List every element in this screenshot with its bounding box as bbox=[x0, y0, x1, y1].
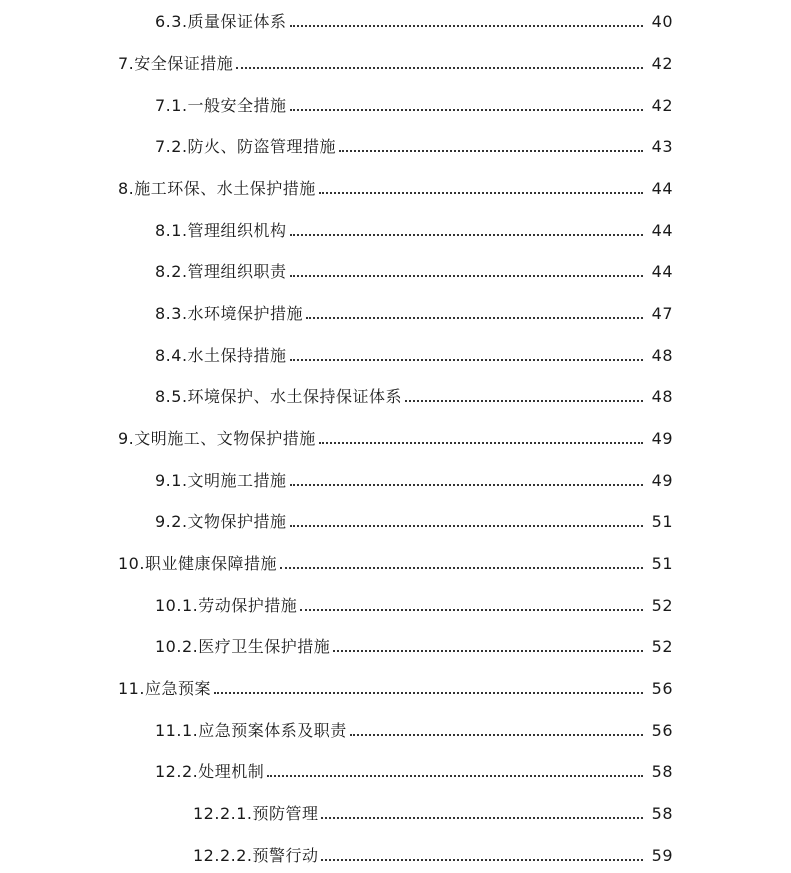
toc-entry-page: 51 bbox=[651, 554, 673, 573]
dot-leader bbox=[290, 274, 643, 277]
dot-leader bbox=[267, 774, 643, 777]
toc-entry[interactable] bbox=[155, 8, 673, 32]
toc-entry[interactable] bbox=[155, 467, 673, 491]
toc-entry-title: 9.1.文明施工措施 bbox=[155, 471, 287, 490]
toc-entry[interactable] bbox=[155, 92, 673, 116]
toc-entry[interactable] bbox=[118, 175, 673, 199]
dot-leader bbox=[300, 608, 643, 611]
toc-entry[interactable] bbox=[155, 217, 673, 241]
dot-leader bbox=[306, 316, 643, 319]
toc-entry-title: 9.文明施工、文物保护措施 bbox=[118, 429, 316, 448]
toc-entry-page: 59 bbox=[651, 846, 673, 865]
dot-leader bbox=[280, 566, 643, 569]
toc-entry-title: 6.3.质量保证体系 bbox=[155, 12, 287, 31]
toc-entry-page: 52 bbox=[651, 596, 673, 615]
toc-entry-title: 7.安全保证措施 bbox=[118, 54, 234, 73]
dot-leader bbox=[339, 149, 643, 152]
toc-entry-page: 44 bbox=[651, 179, 673, 198]
toc-entry[interactable] bbox=[155, 633, 673, 657]
toc-entry[interactable] bbox=[118, 675, 673, 699]
toc-entry-page: 58 bbox=[651, 762, 673, 781]
dot-leader bbox=[405, 399, 643, 402]
toc-entry[interactable] bbox=[155, 258, 673, 282]
toc-entry-page: 44 bbox=[651, 262, 673, 281]
dot-leader bbox=[290, 233, 643, 236]
toc-entry-page: 48 bbox=[651, 346, 673, 365]
toc-entry-page: 56 bbox=[651, 721, 673, 740]
toc-entry-page: 40 bbox=[651, 12, 673, 31]
toc-entry[interactable] bbox=[155, 508, 673, 532]
toc-entry[interactable] bbox=[193, 800, 673, 824]
toc-entry-page: 42 bbox=[651, 54, 673, 73]
dot-leader bbox=[290, 24, 643, 27]
toc-entry-title: 8.3.水环境保护措施 bbox=[155, 304, 304, 323]
dot-leader bbox=[319, 441, 643, 444]
toc-entry-title: 11.应急预案 bbox=[118, 679, 211, 698]
toc-entry[interactable] bbox=[155, 133, 673, 157]
dot-leader bbox=[333, 649, 643, 652]
dot-leader bbox=[350, 733, 643, 736]
toc-entry-title: 8.5.环境保护、水土保持保证体系 bbox=[155, 387, 403, 406]
toc-entry[interactable] bbox=[155, 717, 673, 741]
toc-entry-title: 12.2.1.预防管理 bbox=[193, 804, 319, 823]
toc-entry-page: 51 bbox=[651, 512, 673, 531]
toc-entry-title: 11.1.应急预案体系及职责 bbox=[155, 721, 347, 740]
toc-entry[interactable] bbox=[155, 383, 673, 407]
dot-leader bbox=[290, 483, 643, 486]
toc-entry-page: 52 bbox=[651, 637, 673, 656]
toc-entry-title: 7.1.一般安全措施 bbox=[155, 96, 287, 115]
toc-entry-page: 47 bbox=[651, 304, 673, 323]
toc-entry-title: 8.施工环保、水土保护措施 bbox=[118, 179, 316, 198]
toc-entry-title: 12.2.处理机制 bbox=[155, 762, 265, 781]
toc-entry[interactable] bbox=[118, 550, 673, 574]
toc-entry-title: 8.1.管理组织机构 bbox=[155, 221, 287, 240]
toc-entry-page: 43 bbox=[651, 137, 673, 156]
dot-leader bbox=[214, 691, 643, 694]
dot-leader bbox=[236, 66, 643, 69]
toc-entry-title: 10.职业健康保障措施 bbox=[118, 554, 277, 573]
dot-leader bbox=[321, 858, 643, 861]
dot-leader bbox=[290, 108, 643, 111]
toc-entry-page: 49 bbox=[651, 471, 673, 490]
toc-entry-title: 8.4.水土保持措施 bbox=[155, 346, 287, 365]
toc-entry-page: 58 bbox=[651, 804, 673, 823]
toc-entry-title: 10.1.劳动保护措施 bbox=[155, 596, 298, 615]
toc-entry[interactable] bbox=[193, 842, 673, 866]
toc-entry-page: 49 bbox=[651, 429, 673, 448]
toc-entry-page: 44 bbox=[651, 221, 673, 240]
toc-entry-page: 48 bbox=[651, 387, 673, 406]
toc-entry-title: 10.2.医疗卫生保护措施 bbox=[155, 637, 331, 656]
toc-entry-title: 9.2.文物保护措施 bbox=[155, 512, 287, 531]
toc-entry-title: 12.2.2.预警行动 bbox=[193, 846, 319, 865]
toc-entry[interactable] bbox=[118, 425, 673, 449]
dot-leader bbox=[290, 358, 643, 361]
toc-entry[interactable] bbox=[155, 758, 673, 782]
toc-entry-page: 42 bbox=[651, 96, 673, 115]
dot-leader bbox=[290, 524, 643, 527]
toc-entry-title: 7.2.防火、防盗管理措施 bbox=[155, 137, 337, 156]
dot-leader bbox=[321, 816, 643, 819]
toc-entry[interactable] bbox=[118, 50, 673, 74]
toc-entry[interactable] bbox=[155, 300, 673, 324]
toc-entry-page: 56 bbox=[651, 679, 673, 698]
toc-entry-title: 8.2.管理组织职责 bbox=[155, 262, 287, 281]
toc-entry[interactable] bbox=[155, 592, 673, 616]
dot-leader bbox=[319, 191, 643, 194]
toc-entry[interactable] bbox=[155, 342, 673, 366]
